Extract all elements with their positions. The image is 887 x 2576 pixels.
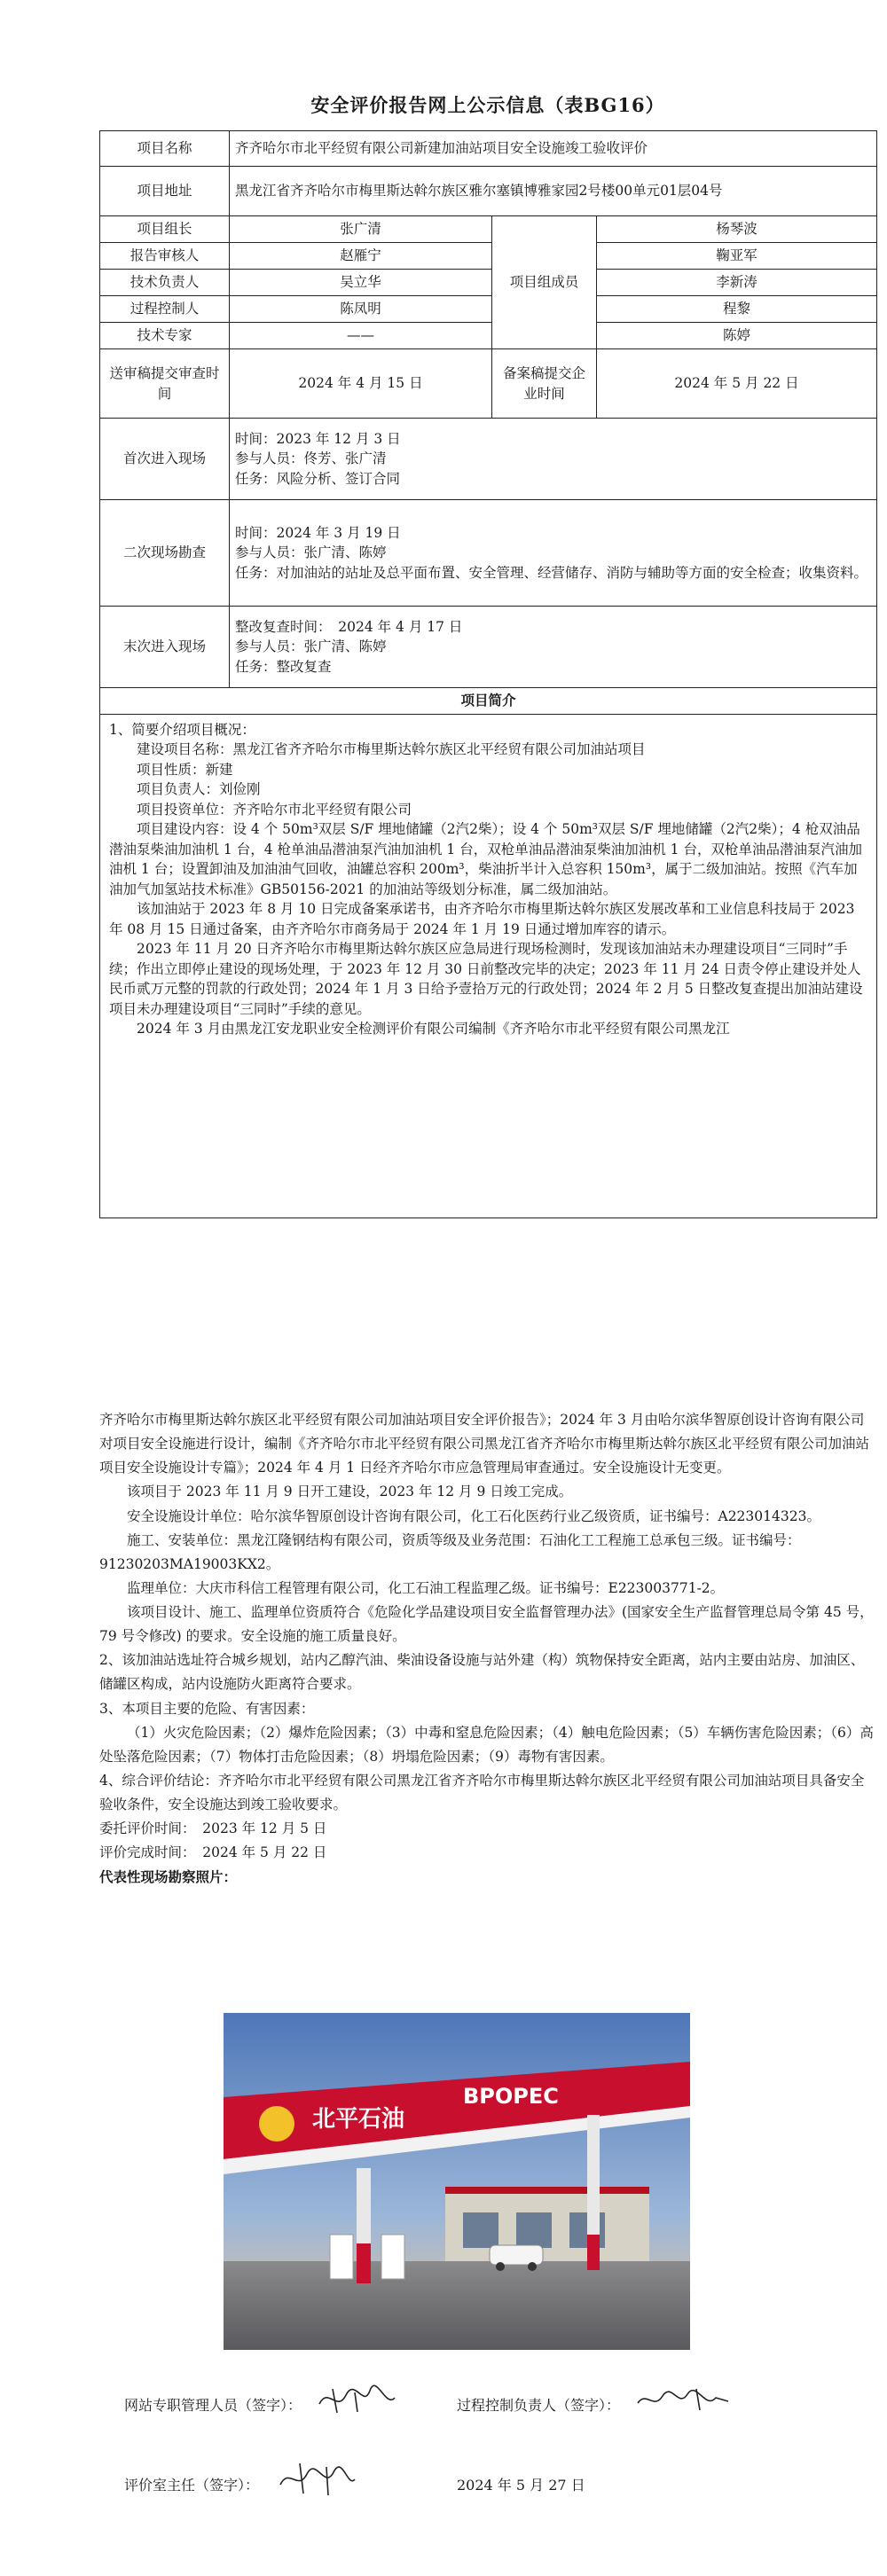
canopy-sign-en: BPOPEC <box>463 2084 559 2109</box>
director-signature <box>275 2458 359 2499</box>
tech-lead-label: 技术负责人 <box>100 270 230 296</box>
visit-3-people: 参与人员：张广清、陈婷 <box>235 638 387 655</box>
p2-para-10: 4、综合评价结论：齐齐哈尔市北平经贸有限公司黑龙江省齐齐哈尔市梅里斯达斡尔族区北平经贸有限公司加油站项目具备安全验收条件，安全设施达到竣工验收要求。 <box>99 1772 865 1813</box>
photo-heading: 代表性现场勘察照片： <box>99 1868 238 1886</box>
project-address-value: 黑龙江省齐齐哈尔市梅里斯达斡尔族区雅尔塞镇博雅家园2号楼00单元01层04号 <box>230 167 877 216</box>
record-date-label: 备案稿提交企业时间 <box>492 349 597 419</box>
submit-date-value: 2024 年 4 月 15 日 <box>230 349 492 419</box>
p2-para-1: 齐齐哈尔市梅里斯达斡尔族区北平经贸有限公司加油站项目安全评价报告》；2024 年 3 月由哈尔滨华智原创设计咨询有限公司对项目安全设施进行设计，编制《齐齐哈尔市北平经贸有限公司黑龙江省齐齐哈尔市梅里斯达斡尔族区北平经贸有限公司加油站项目安全设施设计专篇》；2024 年 4 月 1 日经齐齐哈尔市应急管理局审查通过。安全设施设计无变更。 <box>99 1412 870 1476</box>
member-2: 鞠亚军 <box>597 243 877 270</box>
intro-subheading: 1、简要介绍项目概况： <box>109 722 255 738</box>
process-value: 陈凤明 <box>230 296 492 323</box>
visit-1-label: 首次进入现场 <box>100 419 230 500</box>
project-name-value: 齐齐哈尔市北平经贸有限公司新建加油站项目安全设施竣工验收评价 <box>230 131 877 167</box>
visit-3-time: 整改复查时间： 2024 年 4 月 17 日 <box>235 618 463 635</box>
intro-para-4: 项目投资单位：齐齐哈尔市北平经贸有限公司 <box>137 801 412 818</box>
member-3: 李新涛 <box>597 270 877 296</box>
visit-1-details <box>230 419 877 500</box>
tech-lead-value: 吴立华 <box>230 270 492 296</box>
parked-car <box>490 2245 543 2265</box>
visit-3-task: 任务：整改复查 <box>235 658 332 675</box>
visit-1-people: 参与人员：佟芳、张广清 <box>235 450 387 467</box>
leader-value: 张广清 <box>230 216 492 243</box>
fuel-pump <box>381 2235 404 2279</box>
member-5: 陈婷 <box>597 323 877 349</box>
p2-para-6: 该项目设计、施工、监理单位资质符合《危险化学品建设项目安全监督管理办法》(国家安全生产监督管理总局令第 45 号，79 号令修改) 的要求。安全设施的施工质量良好。 <box>99 1604 874 1645</box>
intro-para-3: 项目负责人：刘俭刚 <box>137 781 261 798</box>
visit-1-task: 任务：风险分析、签订合同 <box>235 470 401 487</box>
intro-para-7: 2023 年 11 月 20 日齐齐哈尔市梅里斯达斡尔族区应急局进行现场检测时，发现该加油站未办理建设项目“三同时”手续；作出立即停止建设的现场处理，于 2023 年 12 月 30 日前整改完毕的决定；2023 年 11 月 24 日责令停止建设并处人民币贰万元整的罚款的行政处罚；2024 年 1 月 3 日给予壹拾万元的行政处罚；2024 年 2 月 5 日整改复查提出加油站建设项目未办理建设项目“三同时”手续的意见。 <box>109 941 863 1017</box>
page-two <box>99 1408 876 1890</box>
p2-para-4: 施工、安装单位：黑龙江隆钢结构有限公司，资质等级及业务范围：石油化工工程施工总承包三级。证书编号：91230203MA19003KX2。 <box>99 1531 801 1572</box>
web-admin-signature-label: 网站专职管理人员（签字）： <box>124 2397 302 2414</box>
project-address-label: 项目地址 <box>100 167 230 216</box>
project-name-label: 项目名称 <box>100 131 230 167</box>
expert-label: 技术专家 <box>100 323 230 349</box>
visit-1-time: 时间：2023 年 12 月 3 日 <box>235 430 401 447</box>
p2-para-5: 监理单位：大庆市科信工程管理有限公司，化工石油工程监理乙级。证书编号：E223003771-2。 <box>127 1579 725 1596</box>
gas-station-illustration <box>224 2013 690 2350</box>
process-lead-signature-label: 过程控制负责人（签字）： <box>457 2397 621 2414</box>
process-label: 过程控制人 <box>100 296 230 323</box>
members-label: 项目组成员 <box>492 216 597 349</box>
visit-3-details <box>230 607 877 688</box>
intro-heading: 项目简介 <box>100 688 877 715</box>
director-signature-label: 评价室主任（签字）： <box>124 2477 260 2494</box>
intro-para-6: 该加油站于 2023 年 8 月 10 日完成备案承诺书，由齐齐哈尔市梅里斯达斡尔族区发展改革和工业信息科技局于 2023 年 08 月 15 日通过备案，由齐齐哈尔市商务局于 2024 年 1 月 19 日通过增加库容的请示。 <box>109 901 855 937</box>
intro-para-1: 建设项目名称：黑龙江省齐齐哈尔市梅里斯达斡尔族区北平经贸有限公司加油站项目 <box>137 741 646 758</box>
member-4: 程黎 <box>597 296 877 323</box>
visit-3-label: 末次进入现场 <box>100 607 230 688</box>
site-photo <box>224 2013 690 2350</box>
member-1: 杨琴波 <box>597 216 877 243</box>
process-lead-signature <box>634 2384 732 2417</box>
p2-para-9: （1）火灾危险因素；（2）爆炸危险因素；（3）中毒和窒息危险因素；（4）触电危险因素；（5）车辆伤害危险因素；（6）高处坠落危险因素；（7）物体打击危险因素；（8）坍塌危险因素；（9）毒物有害因素。 <box>99 1724 874 1765</box>
p2-para-7: 2、该加油站选址符合城乡规划，站内乙醇汽油、柴油设备设施与站外建（构）筑物保持安全距离，站内主要由站房、加油区、储罐区构成，站内设施防火距离符合要求。 <box>99 1652 865 1693</box>
p2-para-2: 该项目于 2023 年 11 月 9 日开工建设，2023 年 12 月 9 日竣工完成。 <box>127 1484 573 1500</box>
web-admin-signature <box>315 2382 399 2417</box>
record-date-value: 2024 年 5 月 22 日 <box>597 349 877 419</box>
visit-2-people: 参与人员：张广清、陈婷 <box>235 544 387 561</box>
expert-value: —— <box>230 323 492 349</box>
p2-para-12: 评价完成时间： 2024 年 5 月 22 日 <box>99 1844 327 1861</box>
canopy-sign-cn: 北平石油 <box>312 2106 405 2133</box>
info-table <box>99 130 877 1218</box>
fuel-pump <box>330 2235 353 2279</box>
p2-para-8: 3、本项目主要的危险、有害因素： <box>99 1700 315 1717</box>
intro-body <box>100 715 877 1218</box>
intro-para-8: 2024 年 3 月由黑龙江安龙职业安全检测评价有限公司编制《齐齐哈尔市北平经贸有限公司黑龙江 <box>137 1021 730 1037</box>
reviewer-value: 赵雁宁 <box>230 243 492 270</box>
intro-para-5: 项目建设内容：设 4 个 50m³双层 S/F 埋地储罐（2汽2柴）；设 4 个 50m³双层 S/F 埋地储罐（2汽2柴）；4 枪双油品潜油泵柴油加油机 1 台，4 枪单油品潜油泵汽油加油机 1 台，双枪单油品潜油泵柴油加油机 1 台，双枪单油品潜油泵汽油加油机 1 台；设置卸油及加油油气回收，油罐总容积 200m³，柴油折半计入总容积 150m³，属于二级加油站。按照《汽车加油加气加氢站技术标准》GB50156-2021 的加油站等级划分标准，属二级加油站。 <box>109 821 862 897</box>
signature-date: 2024 年 5 月 27 日 <box>457 2477 585 2494</box>
visit-2-task: 任务：对加油站的站址及总平面布置、安全管理、经营储存、消防与辅助等方面的安全检查；收集资料。 <box>235 564 868 581</box>
p2-para-3: 安全设施设计单位：哈尔滨华智原创设计咨询有限公司，化工石化医药行业乙级资质，证书编号：A223014323。 <box>127 1507 820 1524</box>
visit-2-time: 时间：2024 年 3 月 19 日 <box>235 524 401 541</box>
p2-para-11: 委托评价时间： 2023 年 12 月 5 日 <box>99 1820 327 1837</box>
visit-2-details <box>230 500 877 607</box>
visit-2-label: 二次现场勘查 <box>100 500 230 607</box>
leader-label: 项目组长 <box>100 216 230 243</box>
page-one <box>99 0 876 1218</box>
intro-para-2: 项目性质：新建 <box>137 761 233 778</box>
forecourt <box>224 2261 690 2350</box>
document-title: 安全评价报告网上公示信息（表BG16） <box>310 94 665 116</box>
logo-mark <box>259 2106 294 2141</box>
submit-date-label: 送审稿提交审查时间 <box>100 349 230 419</box>
reviewer-label: 报告审核人 <box>100 243 230 270</box>
